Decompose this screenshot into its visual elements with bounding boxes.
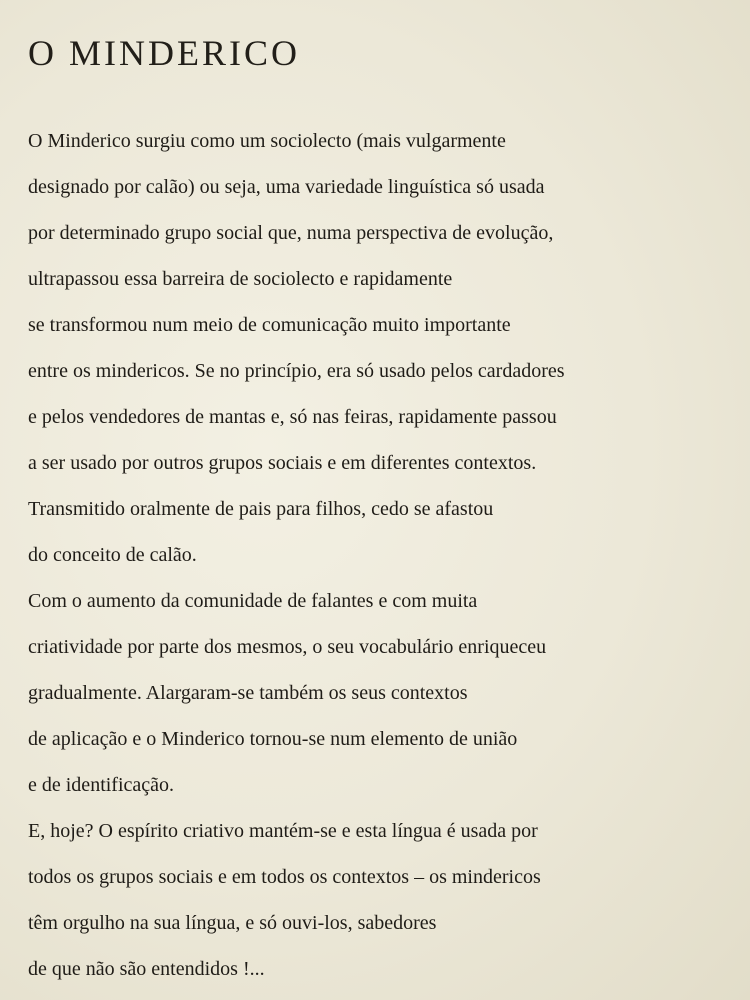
text-line: e pelos vendedores de mantas e, só nas feiras, rapidamente passou (28, 406, 557, 428)
page-title: O MINDERICO (28, 33, 300, 73)
text-line: O Minderico surgiu como um sociolecto (mais vulgarmente (28, 130, 506, 152)
text-line: designado por calão) ou seja, uma variedade linguística só usada (28, 176, 545, 198)
text-line: entre os mindericos. Se no princípio, era só usado pelos cardadores (28, 360, 565, 382)
text-line: de que não são entendidos !... (28, 958, 265, 980)
text-line: E, hoje? O espírito criativo mantém-se e esta língua é usada por (28, 820, 538, 842)
text-line: Com o aumento da comunidade de falantes e com muita (28, 590, 478, 612)
text-line: gradualmente. Alargaram-se também os seus contextos (28, 682, 468, 704)
text-line: do conceito de calão. (28, 544, 197, 566)
text-line: se transformou num meio de comunicação muito importante (28, 314, 511, 336)
text-line: criatividade por parte dos mesmos, o seu vocabulário enriqueceu (28, 636, 547, 658)
text-line: e de identificação. (28, 774, 175, 796)
body-text (28, 118, 728, 992)
text-line: de aplicação e o Minderico tornou-se num elemento de união (28, 728, 518, 750)
text-line: por determinado grupo social que, numa perspectiva de evolução, (28, 222, 554, 244)
text-line: têm orgulho na sua língua, e só ouvi-los, sabedores (28, 912, 437, 934)
text-line: a ser usado por outros grupos sociais e em diferentes contextos. (28, 452, 537, 474)
text-line: ultrapassou essa barreira de sociolecto e rapidamente (28, 268, 453, 290)
text-line: todos os grupos sociais e em todos os contextos – os mindericos (28, 866, 541, 888)
text-line: Transmitido oralmente de pais para filhos, cedo se afastou (28, 498, 494, 520)
